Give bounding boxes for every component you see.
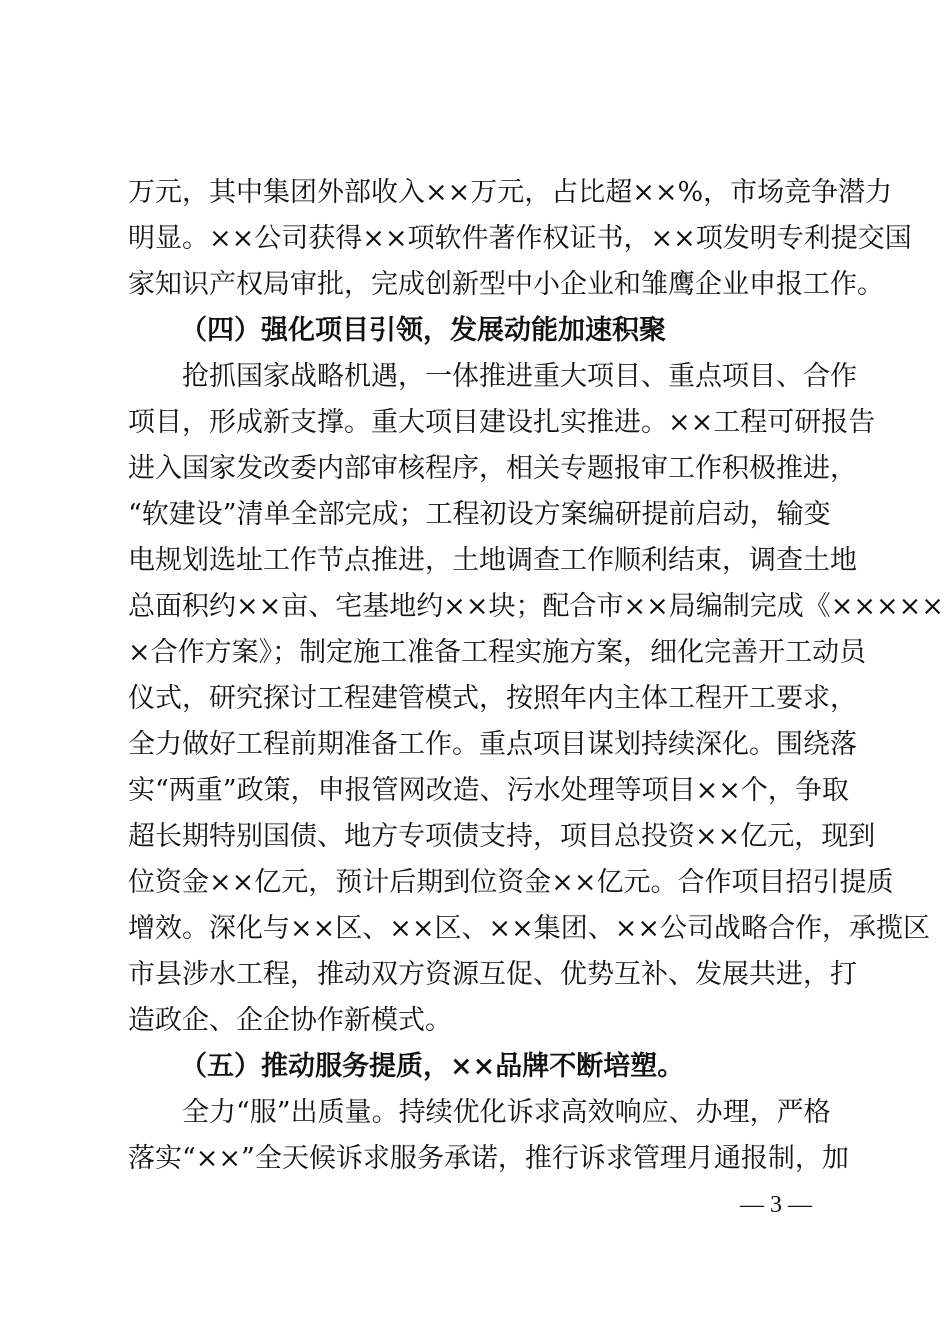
- paragraph-line: 增效。深化与××区、××区、××集团、××公司战略合作，承揽区: [128, 913, 930, 944]
- paragraph-line: 仪式，研究探讨工程建管模式，按照年内主体工程开工要求，: [128, 683, 857, 714]
- paragraph-line: 抢抓国家战略机遇，一体推进重大项目、重点项目、合作: [182, 361, 857, 392]
- paragraph-line: 明显。××公司获得××项软件著作权证书，××项发明专利提交国: [128, 223, 912, 254]
- paragraph-line: 落实“××”全天候诉求服务承诺，推行诉求管理月通报制，加: [128, 1143, 849, 1174]
- paragraph-line: 全力做好工程前期准备工作。重点项目谋划持续深化。围绕落: [128, 729, 857, 760]
- body-text: [128, 170, 944, 1182]
- paragraph-line: 超长期特别国债、地方专项债支持，项目总投资××亿元，现到: [128, 821, 876, 852]
- paragraph-line: 位资金××亿元，预计后期到位资金××亿元。合作项目招引提质: [128, 867, 894, 898]
- paragraph-line: 总面积约××亩、宅基地约××块；配合市××局编制完成《×××××: [128, 591, 944, 622]
- paragraph-line: 电规划选址工作节点推进，土地调查工作顺利结束，调查土地: [128, 545, 857, 576]
- section-heading: （五）推动服务提质，××品牌不断培塑。: [180, 1051, 685, 1082]
- paragraph-line: 全力“服”出质量。持续优化诉求高效响应、办理，严格: [182, 1097, 831, 1128]
- paragraph-line: 项目，形成新支撑。重大项目建设扎实推进。××工程可研报告: [128, 407, 876, 438]
- paragraph-line: 万元，其中集团外部收入××万元，占比超××%，市场竞争潜力: [128, 177, 893, 208]
- paragraph-line: 进入国家发改委内部审核程序，相关专题报审工作积极推进，: [128, 453, 857, 484]
- paragraph-line: 实“两重”政策，申报管网改造、污水处理等项目××个，争取: [128, 775, 849, 806]
- paragraph-line: 造政企、企企协作新模式。: [128, 1005, 452, 1036]
- paragraph-line: 家知识产权局审批，完成创新型中小企业和雏鹰企业申报工作。: [128, 269, 884, 300]
- page-number: — 3 —: [740, 1192, 812, 1218]
- paragraph-line: ×合作方案》；制定施工准备工程实施方案，细化完善开工动员: [128, 637, 867, 668]
- paragraph-line: 市县涉水工程，推动双方资源互促、优势互补、发展共进，打: [128, 959, 857, 990]
- paragraph-line: “软建设”清单全部完成；工程初设方案编研提前启动，输变: [128, 499, 831, 530]
- section-heading: （四）强化项目引领，发展动能加速积聚: [180, 315, 666, 346]
